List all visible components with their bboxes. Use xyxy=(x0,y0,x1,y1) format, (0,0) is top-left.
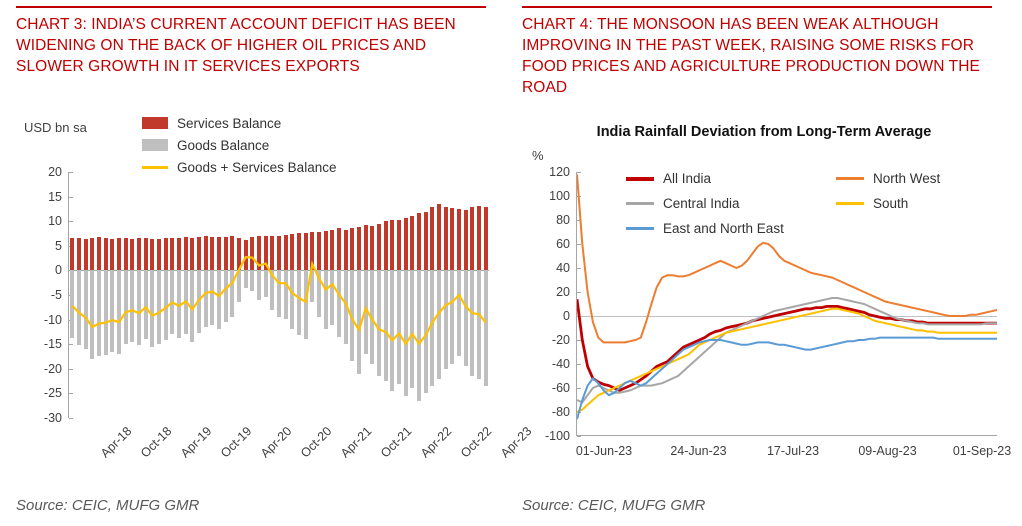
chart-3-x-tick: Oct-20 xyxy=(298,424,335,461)
chart-3-figure xyxy=(12,110,535,480)
chart-3-x-axis xyxy=(68,422,535,482)
legend-label-north-west: North West xyxy=(873,171,941,186)
chart-4-x-tick: 09-Aug-23 xyxy=(858,444,917,458)
chart-4-panel xyxy=(510,0,1010,526)
chart-4-x-tick: 01-Sep-23 xyxy=(952,444,1012,458)
chart-4-y-tick: -80 xyxy=(552,405,577,419)
legend-label-east-north-east: East and North East xyxy=(663,221,784,236)
chart-3-panel xyxy=(4,0,535,526)
tick-mark xyxy=(577,436,581,437)
legend-label-services: Services Balance xyxy=(177,115,282,131)
chart-4-y-tick: 40 xyxy=(556,261,577,275)
chart-4-title: CHART 4: THE MONSOON HAS BEEN WEAK ALTHOUGH IMPROVING IN THE PAST WEEK, RAISING SOME RISKS FOR FOOD PRICES AND AGRICULTURE PRODUCTION DOWN THE ROAD xyxy=(522,16,980,96)
chart-3-y-tick: -10 xyxy=(44,313,69,327)
chart-3-x-tick: Oct-21 xyxy=(378,424,415,461)
line-east-and-north-east xyxy=(577,338,997,420)
chart-4-y-tick: 100 xyxy=(549,189,577,203)
chart-4-y-tick: -100 xyxy=(545,429,577,443)
chart-4-y-tick: -60 xyxy=(552,381,577,395)
chart-4-lines xyxy=(577,172,997,436)
legend-swatch-services xyxy=(142,117,168,129)
chart-4-y-tick: -40 xyxy=(552,357,577,371)
legend-label-goods: Goods Balance xyxy=(177,137,270,153)
legend-label-net: Goods + Services Balance xyxy=(177,159,337,175)
legend-item-services xyxy=(142,112,442,134)
chart-3-unit-label: USD bn sa xyxy=(24,120,87,135)
chart-4-x-tick: 17-Jul-23 xyxy=(766,444,820,458)
chart-3-x-tick: Apr-22 xyxy=(418,424,455,461)
chart-3-x-tick: Apr-21 xyxy=(338,424,375,461)
chart-3-x-tick: Oct-19 xyxy=(218,424,255,461)
legend-label-central-india: Central India xyxy=(663,196,740,211)
chart-4-plot-title: India Rainfall Deviation from Long-Term Average xyxy=(596,124,932,140)
chart-4-y-tick: 60 xyxy=(556,237,577,251)
legend-label-south: South xyxy=(873,196,909,211)
chart-4-x-tick: 24-Jun-23 xyxy=(670,444,727,458)
chart-3-y-tick: -20 xyxy=(44,362,69,376)
chart-4-x-tick: 01-Jun-23 xyxy=(575,444,633,458)
chart-3-y-tick: 15 xyxy=(48,190,69,204)
chart-3-y-tick: 0 xyxy=(55,263,69,277)
legend-swatch-net xyxy=(142,166,168,169)
panel-top-rule xyxy=(16,6,486,8)
chart-3-x-tick: Oct-18 xyxy=(138,424,175,461)
tick-mark xyxy=(69,418,73,419)
chart-4-y-tick: 20 xyxy=(556,285,577,299)
chart-4-y-tick: 80 xyxy=(556,213,577,227)
chart-4-source: Source: CEIC, MUFG GMR xyxy=(522,497,706,514)
chart-3-y-tick: -30 xyxy=(44,411,69,425)
chart-4-y-tick: -20 xyxy=(552,333,577,347)
chart-3-x-tick: Apr-19 xyxy=(178,424,215,461)
panel-top-rule xyxy=(522,6,992,8)
chart-3-x-tick: Apr-20 xyxy=(258,424,295,461)
chart-3-y-tick: -15 xyxy=(44,337,69,351)
chart-3-net-line xyxy=(69,172,489,418)
chart-4-plot-area xyxy=(544,165,997,443)
chart-3-y-tick: 20 xyxy=(48,165,69,179)
chart-4-unit-label: % xyxy=(532,148,544,163)
chart-4-y-tick: 0 xyxy=(563,309,577,323)
chart-3-y-tick: 5 xyxy=(55,239,69,253)
chart-3-x-tick: Apr-23 xyxy=(498,424,535,461)
chart-4-figure xyxy=(514,110,1014,490)
chart-3-y-tick: -5 xyxy=(51,288,69,302)
legend-swatch-goods xyxy=(142,139,168,151)
chart-3-legend xyxy=(142,112,442,178)
chart-3-y-tick: -25 xyxy=(44,386,69,400)
chart-3-x-tick: Apr-18 xyxy=(98,424,135,461)
line-north-west xyxy=(577,174,997,342)
chart-3-title: CHART 3: INDIA’S CURRENT ACCOUNT DEFICIT HAS BEEN WIDENING ON THE BACK OF HIGHER OIL PRICES AND SLOWER GROWTH IN IT SERVICES EXPORTS xyxy=(16,16,456,75)
legend-label-all-india: All India xyxy=(663,171,712,186)
chart-4-y-tick: 120 xyxy=(549,165,577,179)
legend-item-goods xyxy=(142,134,442,156)
chart-3-x-tick: Oct-22 xyxy=(458,424,495,461)
chart-3-source: Source: CEIC, MUFG GMR xyxy=(16,497,200,514)
chart-4-x-axis xyxy=(575,442,1012,466)
chart-3-y-tick: 10 xyxy=(48,214,69,228)
